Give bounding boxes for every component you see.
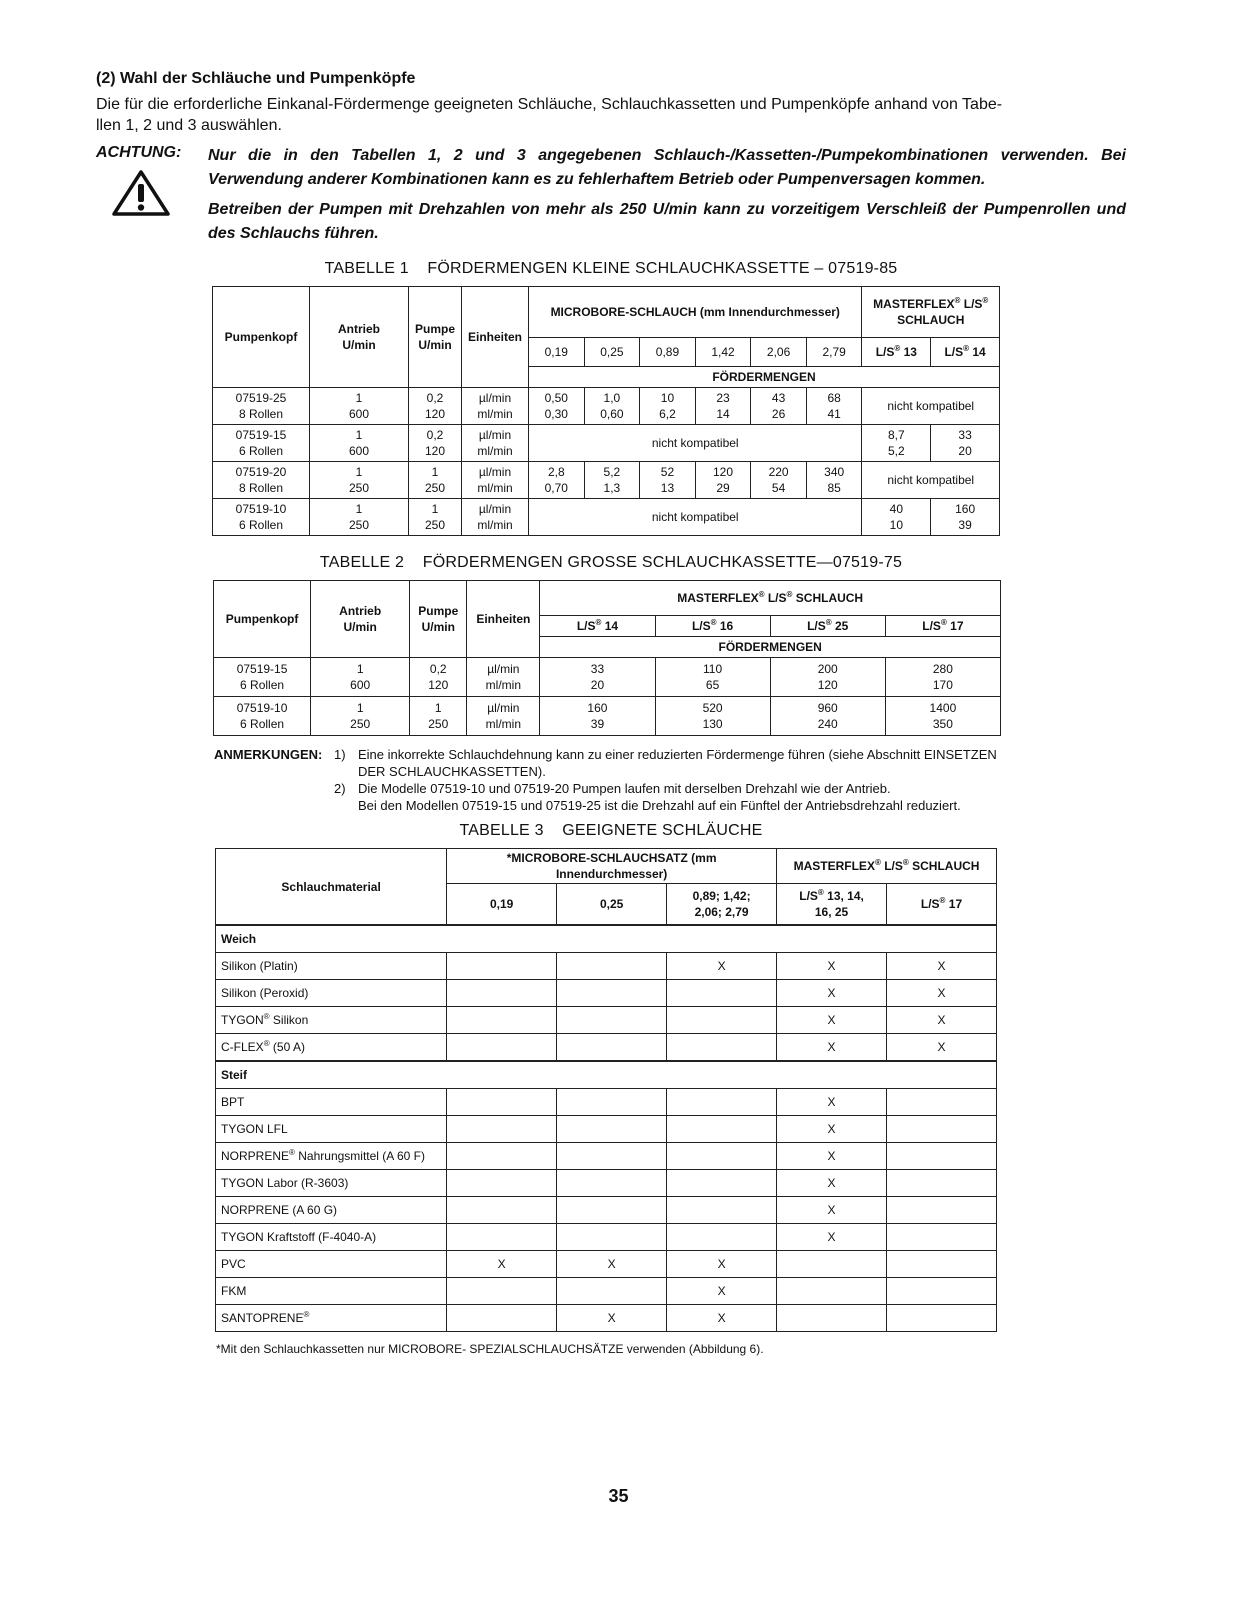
t3-cell-material: FKM (216, 1278, 447, 1305)
t2-h-ls-size: L/S® 25 (770, 616, 885, 637)
t1-cell-not-compatible: nicht kompatibel (862, 462, 1000, 499)
warning-label: ACHTUNG: (96, 144, 182, 161)
t3-cell-mark: X (557, 1251, 667, 1278)
table-row (214, 658, 1001, 697)
t1-cell-value: 23 14 (695, 388, 751, 425)
table-row (216, 953, 997, 980)
t3-cell-mark: X (777, 980, 887, 1007)
t3-h-material: Schlauchmaterial (216, 849, 447, 926)
table-row (213, 425, 1000, 462)
t3-cell-mark: X (777, 953, 887, 980)
t1-cell-value: 10 6,2 (640, 388, 696, 425)
table3 (215, 848, 997, 1332)
t3-cell-mark (447, 1007, 557, 1034)
t1-h-size: 0,25 (584, 338, 640, 367)
t1-cell-ls14: 33 20 (931, 425, 1000, 462)
t3-cell-material: TYGON Labor (R-3603) (216, 1170, 447, 1197)
t1-h-foerdermengen: FÖRDERMENGEN (529, 367, 1000, 388)
t3-cell-mark (887, 1089, 997, 1116)
t2-h-antrieb: Antrieb U/min (311, 581, 410, 658)
table-row (216, 1007, 997, 1034)
t3-cell-mark: X (667, 1278, 777, 1305)
t2-h-pumpe: Pumpe U/min (410, 581, 467, 658)
t3-cell-mark (557, 1197, 667, 1224)
t3-cell-mark (557, 1224, 667, 1251)
table1-caption: TABELLE 1 FÖRDERMENGEN KLEINE SCHLAUCHKASSETTE – 07519-85 (324, 260, 898, 277)
t3-cell-material: TYGON® Silikon (216, 1007, 447, 1034)
t1-h-microbore: MICROBORE-SCHLAUCH (mm Innendurchmesser) (529, 287, 862, 338)
t3-cell-mark: X (777, 1143, 887, 1170)
t3-cell-mark (447, 1278, 557, 1305)
intro-text (96, 94, 1126, 136)
t3-cell-mark: X (777, 1197, 887, 1224)
t3-h-c1: 0,19 (447, 884, 557, 926)
t3-cell-mark: X (667, 1251, 777, 1278)
table2 (213, 580, 1001, 736)
t3-cell-mark (557, 1143, 667, 1170)
t1-h-masterflex: MASTERFLEX® L/S® SCHLAUCH (862, 287, 1000, 338)
t3-cell-mark (777, 1278, 887, 1305)
table-row (214, 697, 1001, 736)
t3-cell-mark (447, 1116, 557, 1143)
t3-cell-material: Silikon (Peroxid) (216, 980, 447, 1007)
t3-cell-mark (557, 1278, 667, 1305)
t3-cell-mark: X (887, 980, 997, 1007)
t3-cell-mark: X (777, 1170, 887, 1197)
t3-cell-mark (557, 953, 667, 980)
t1-cell-value: 120 29 (695, 462, 751, 499)
table1 (212, 286, 1000, 536)
t3-cell-material: TYGON LFL (216, 1116, 447, 1143)
t1-cell-ls13: 40 10 (862, 499, 931, 536)
t3-cell-mark (557, 1116, 667, 1143)
t1-cell-pumpenkopf: 07519-10 6 Rollen (213, 499, 310, 536)
t1-cell-pumpe: 0,2 120 (409, 388, 462, 425)
table-row (216, 1170, 997, 1197)
note-2-text: Die Modelle 07519-10 und 07519-20 Pumpen laufen mit derselben Drehzahl wie der Antrieb. Bei den Modellen 07519-15 und 07519-25 ist die Drehzahl auf ein Fünftel der Antriebsdrehzahl reduziert. (358, 781, 961, 813)
t3-cell-mark (667, 1143, 777, 1170)
t3-cell-mark (447, 1305, 557, 1332)
page-number: 35 (608, 1486, 629, 1506)
t1-cell-antrieb: 1 600 (310, 388, 409, 425)
t3-cell-mark (557, 1034, 667, 1062)
t3-cell-mark (557, 1170, 667, 1197)
t3-cell-mark (887, 1170, 997, 1197)
t1-cell-value: 220 54 (751, 462, 807, 499)
t1-cell-value: 43 26 (751, 388, 807, 425)
t3-cell-mark (887, 1251, 997, 1278)
table-row (213, 499, 1000, 536)
t1-cell-value: 52 13 (640, 462, 696, 499)
table2-caption: TABELLE 2 FÖRDERMENGEN GROSSE SCHLAUCHKASSETTE—07519-75 (319, 554, 903, 571)
note-1-text: Eine inkorrekte Schlauchdehnung kann zu einer reduzierten Fördermenge führen (siehe Abschnitt EINSETZEN DER SCHLAUCHKASSETTEN). (358, 747, 997, 779)
t3-h-c5: L/S® 17 (887, 884, 997, 926)
t3-section-title: Weich (216, 925, 997, 953)
t1-h-einheiten: Einheiten (462, 287, 529, 388)
t3-cell-mark (887, 1116, 997, 1143)
section-heading: (2) Wahl der Schläuche und Pumpenköpfe (96, 70, 416, 87)
t2-h-ls-size: L/S® 14 (540, 616, 655, 637)
table-row (213, 462, 1000, 499)
t1-h-size: 1,42 (695, 338, 751, 367)
t3-cell-mark (667, 1197, 777, 1224)
t3-cell-mark (447, 1224, 557, 1251)
t1-cell-antrieb: 1 250 (310, 462, 409, 499)
t3-cell-mark (667, 980, 777, 1007)
t2-h-ls-size: L/S® 16 (655, 616, 770, 637)
t2-cell-value: 280 170 (885, 658, 1000, 697)
t2-cell-value: 160 39 (540, 697, 655, 736)
t3-cell-mark: X (777, 1089, 887, 1116)
t2-cell-value: 33 20 (540, 658, 655, 697)
t3-cell-mark: X (777, 1224, 887, 1251)
t3-cell-material: C-FLEX® (50 A) (216, 1034, 447, 1062)
table-row (216, 1224, 997, 1251)
t3-cell-mark (447, 953, 557, 980)
table-row (213, 388, 1000, 425)
t1-h-ls14: L/S® 14 (931, 338, 1000, 367)
t2-cell-einheiten: µl/min ml/min (467, 658, 540, 697)
t3-cell-mark (667, 1224, 777, 1251)
warning-text-1: Nur die in den Tabellen 1, 2 und 3 angegebenen Schlauch-/Kassetten-/Pumpekombinationen verwenden. Bei Verwendung anderer Kombinationen kann es zu fehlerhaftem Betrieb oder Pumpenversagen kommen. (208, 147, 1126, 188)
t3-h-c3: 0,89; 1,42; 2,06; 2,79 (667, 884, 777, 926)
t3-cell-mark: X (667, 1305, 777, 1332)
t3-cell-mark: X (887, 953, 997, 980)
t2-cell-value: 200 120 (770, 658, 885, 697)
t1-cell-value: 0,50 0,30 (529, 388, 585, 425)
table-row (216, 1116, 997, 1143)
t1-cell-pumpenkopf: 07519-15 6 Rollen (213, 425, 310, 462)
t3-cell-mark: X (447, 1251, 557, 1278)
table-row (216, 1143, 997, 1170)
warning-triangle-icon (110, 168, 208, 223)
t3-cell-mark (667, 1116, 777, 1143)
note-1-number: 1) (334, 747, 346, 762)
t3-h-masterflex: MASTERFLEX® L/S® SCHLAUCH (777, 849, 997, 884)
t2-h-masterflex: MASTERFLEX® L/S® SCHLAUCH (540, 581, 1001, 616)
t3-cell-mark (667, 1089, 777, 1116)
t3-cell-mark (557, 1089, 667, 1116)
t2-cell-value: 1400 350 (885, 697, 1000, 736)
t1-cell-not-compatible: nicht kompatibel (529, 425, 862, 462)
t1-cell-not-compatible: nicht kompatibel (529, 499, 862, 536)
t3-cell-material: Silikon (Platin) (216, 953, 447, 980)
t3-cell-mark (557, 980, 667, 1007)
notes-label: ANMERKUNGEN: (214, 747, 323, 762)
t3-cell-mark (887, 1278, 997, 1305)
t1-h-pumpe: Pumpe U/min (409, 287, 462, 388)
t1-cell-pumpe: 1 250 (409, 499, 462, 536)
section-row (216, 925, 997, 953)
t2-cell-einheiten: µl/min ml/min (467, 697, 540, 736)
table-row (216, 1278, 997, 1305)
t3-cell-mark: X (777, 1116, 887, 1143)
table-row (216, 1251, 997, 1278)
t3-cell-mark (667, 1034, 777, 1062)
t1-h-pumpenkopf: Pumpenkopf (213, 287, 310, 388)
t3-cell-mark (447, 1143, 557, 1170)
t1-cell-ls13: 8,7 5,2 (862, 425, 931, 462)
t1-cell-einheiten: µl/min ml/min (462, 425, 529, 462)
t3-cell-mark (667, 1170, 777, 1197)
t1-h-size: 2,79 (806, 338, 862, 367)
t3-cell-material: BPT (216, 1089, 447, 1116)
t2-h-ls-size: L/S® 17 (885, 616, 1000, 637)
t3-cell-mark (777, 1251, 887, 1278)
t1-h-size: 0,19 (529, 338, 585, 367)
t3-cell-material: NORPRENE (A 60 G) (216, 1197, 447, 1224)
t1-cell-not-compatible: nicht kompatibel (862, 388, 1000, 425)
t3-h-c2: 0,25 (557, 884, 667, 926)
t3-cell-material: TYGON Kraftstoff (F-4040-A) (216, 1224, 447, 1251)
t3-cell-mark: X (667, 953, 777, 980)
warning-text-2: Betreiben der Pumpen mit Drehzahlen von mehr als 250 U/min kann zu vorzeitigem Verschleiß der Pumpenrollen und des Schlauchs führen. (208, 201, 1126, 242)
t3-cell-material: SANTOPRENE® (216, 1305, 447, 1332)
t1-cell-antrieb: 1 600 (310, 425, 409, 462)
t2-cell-antrieb: 1 600 (311, 658, 410, 697)
t3-cell-mark (447, 1089, 557, 1116)
table-row (216, 1305, 997, 1332)
t1-h-antrieb: Antrieb U/min (310, 287, 409, 388)
table3-footnote: *Mit den Schlauchkassetten nur MICROBORE- SPEZIALSCHLAUCHSÄTZE verwenden (Abbildung 6). (216, 1342, 764, 1356)
page (96, 70, 1126, 1356)
t3-cell-mark (777, 1305, 887, 1332)
t1-cell-pumpe: 0,2 120 (409, 425, 462, 462)
t1-h-size: 0,89 (640, 338, 696, 367)
notes-block (214, 746, 1126, 814)
t2-cell-pumpenkopf: 07519-15 6 Rollen (214, 658, 311, 697)
t2-cell-pumpe: 0,2 120 (410, 658, 467, 697)
t1-cell-value: 2,8 0,70 (529, 462, 585, 499)
t2-h-einheiten: Einheiten (467, 581, 540, 658)
t3-cell-mark: X (557, 1305, 667, 1332)
t3-section-title: Steif (216, 1061, 997, 1089)
t3-cell-mark (447, 1034, 557, 1062)
t3-cell-mark (887, 1143, 997, 1170)
t3-h-c4: L/S® 13, 14, 16, 25 (777, 884, 887, 926)
t3-cell-mark (887, 1224, 997, 1251)
t3-cell-mark (887, 1305, 997, 1332)
t3-cell-mark: X (887, 1034, 997, 1062)
t2-h-pumpenkopf: Pumpenkopf (214, 581, 311, 658)
table-row (216, 1089, 997, 1116)
t2-cell-value: 520 130 (655, 697, 770, 736)
t2-cell-value: 110 65 (655, 658, 770, 697)
t1-cell-pumpenkopf: 07519-20 8 Rollen (213, 462, 310, 499)
t1-cell-pumpe: 1 250 (409, 462, 462, 499)
t1-cell-antrieb: 1 250 (310, 499, 409, 536)
t1-cell-value: 340 85 (806, 462, 862, 499)
t3-cell-mark (447, 1170, 557, 1197)
t3-cell-mark (667, 1007, 777, 1034)
t3-cell-mark: X (887, 1007, 997, 1034)
t2-cell-value: 960 240 (770, 697, 885, 736)
t1-cell-value: 5,2 1,3 (584, 462, 640, 499)
t1-cell-einheiten: µl/min ml/min (462, 388, 529, 425)
table-row (216, 1034, 997, 1062)
t3-cell-mark (447, 1197, 557, 1224)
table-row (216, 980, 997, 1007)
table3-caption: TABELLE 3 GEEIGNETE SCHLÄUCHE (459, 822, 763, 839)
t1-cell-ls14: 160 39 (931, 499, 1000, 536)
t1-cell-einheiten: µl/min ml/min (462, 499, 529, 536)
t1-cell-einheiten: µl/min ml/min (462, 462, 529, 499)
t2-cell-pumpenkopf: 07519-10 6 Rollen (214, 697, 311, 736)
table-row (216, 1197, 997, 1224)
t2-cell-pumpe: 1 250 (410, 697, 467, 736)
t1-cell-value: 68 41 (806, 388, 862, 425)
warning-block (96, 144, 1126, 252)
intro-line-2: llen 1, 2 und 3 auswählen. (96, 117, 282, 134)
t2-cell-antrieb: 1 250 (311, 697, 410, 736)
section-row (216, 1061, 997, 1089)
t3-cell-material: PVC (216, 1251, 447, 1278)
t3-h-microbore: *MICROBORE-SCHLAUCHSATZ (mm Innendurchmesser) (447, 849, 777, 884)
t3-cell-mark: X (777, 1007, 887, 1034)
intro-line-1: Die für die erforderliche Einkanal-Fördermenge geeigneten Schläuche, Schlauchkassetten und Pumpenköpfe anhand von Tabe- (96, 96, 1003, 113)
t3-cell-material: NORPRENE® Nahrungsmittel (A 60 F) (216, 1143, 447, 1170)
t3-cell-mark: X (777, 1034, 887, 1062)
t2-h-foerdermengen: FÖRDERMENGEN (540, 637, 1001, 658)
t3-cell-mark (557, 1007, 667, 1034)
t1-h-ls13: L/S® 13 (862, 338, 931, 367)
t1-h-size: 2,06 (751, 338, 807, 367)
t1-cell-pumpenkopf: 07519-25 8 Rollen (213, 388, 310, 425)
t3-cell-mark (447, 980, 557, 1007)
note-2-number: 2) (334, 781, 346, 796)
t1-cell-value: 1,0 0,60 (584, 388, 640, 425)
t3-cell-mark (887, 1197, 997, 1224)
